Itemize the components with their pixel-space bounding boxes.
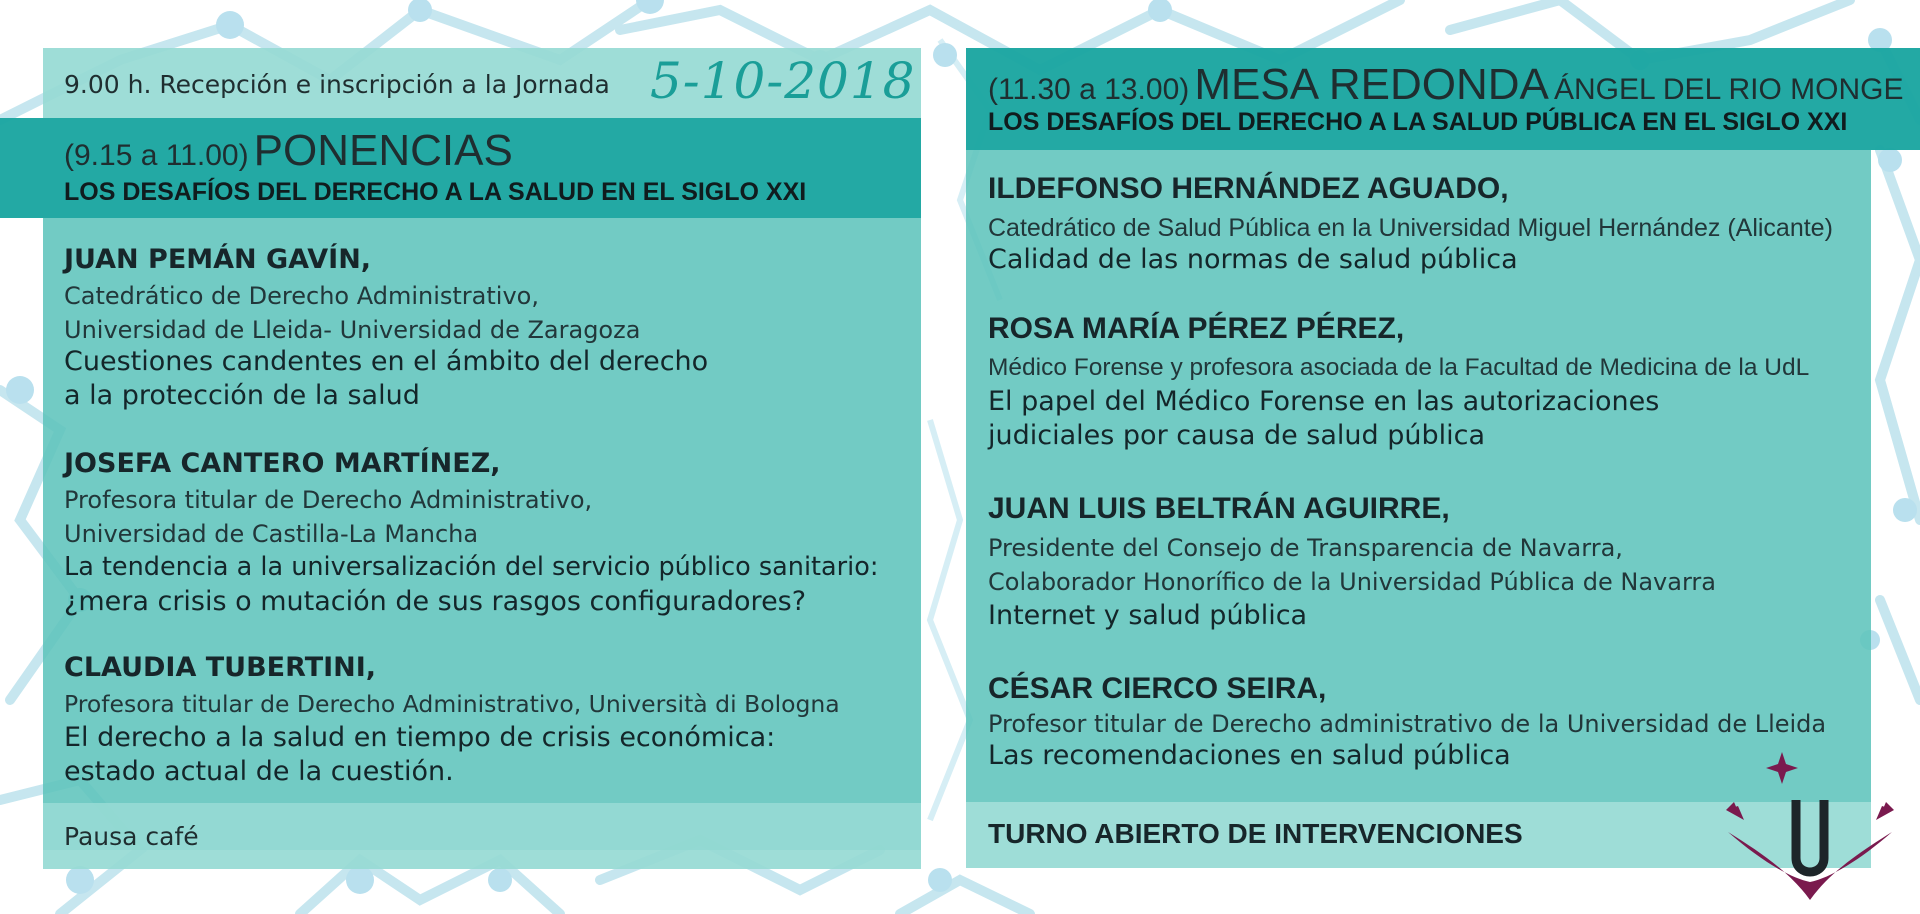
speaker-name: JUAN LUIS BELTRÁN AGUIRRE, bbox=[988, 492, 1450, 525]
talk-title: El papel del Médico Forense en las autorizaciones bbox=[988, 386, 1660, 417]
talk-title: ¿mera crisis o mutación de sus rasgos configuradores? bbox=[64, 586, 807, 617]
speaker-affiliation: Profesora titular de Derecho Administrativo, bbox=[64, 486, 593, 514]
speaker-name: ROSA MARÍA PÉREZ PÉREZ, bbox=[988, 312, 1405, 345]
speaker-name: CLAUDIA TUBERTINI, bbox=[64, 652, 377, 683]
session-title: MESA REDONDA bbox=[1194, 60, 1549, 109]
open-discussion: TURNO ABIERTO DE INTERVENCIONES bbox=[988, 818, 1523, 849]
talk-title: a la protección de la salud bbox=[64, 380, 420, 411]
session-subtitle: LOS DESAFÍOS DEL DERECHO A LA SALUD EN EL SIGLO XXI bbox=[64, 178, 807, 206]
speaker-affiliation: Profesor titular de Derecho administrativo de la Universidad de Lleida bbox=[988, 710, 1827, 738]
speaker-affiliation: Universidad de Lleida- Universidad de Zaragoza bbox=[64, 316, 641, 344]
university-logo-icon bbox=[1720, 742, 1900, 904]
talk-title: Cuestiones candentes en el ámbito del derecho bbox=[64, 346, 709, 377]
talk-title: estado actual de la cuestión. bbox=[64, 756, 454, 787]
session-chair: ÁNGEL DEL RIO MONGE bbox=[1553, 73, 1904, 106]
session-subtitle: LOS DESAFÍOS DEL DERECHO A LA SALUD PÚBLICA EN EL SIGLO XXI bbox=[988, 108, 1848, 136]
speaker-affiliation: Profesora titular de Derecho Administrativo, Università di Bologna bbox=[64, 690, 840, 718]
session-title: PONENCIAS bbox=[253, 126, 513, 175]
session-time: (11.30 a 13.00) bbox=[988, 73, 1190, 106]
talk-title: judiciales por causa de salud pública bbox=[988, 420, 1486, 451]
speaker-name: ILDEFONSO HERNÁNDEZ AGUADO, bbox=[988, 172, 1509, 205]
talk-title: Internet y salud pública bbox=[988, 600, 1308, 631]
talk-title: El derecho a la salud en tiempo de crisis económica: bbox=[64, 722, 776, 753]
event-date: 5-10-2018 bbox=[650, 52, 916, 110]
speaker-affiliation: Catedrático de Derecho Administrativo, bbox=[64, 282, 539, 310]
speaker-affiliation: Catedrático de Salud Pública en la Universidad Miguel Hernández (Alicante) bbox=[988, 214, 1833, 242]
speaker-affiliation: Universidad de Castilla-La Mancha bbox=[64, 520, 479, 548]
coffee-break: Pausa café bbox=[64, 822, 199, 851]
speaker-name: JUAN PEMÁN GAVÍN, bbox=[64, 244, 372, 275]
ponencias-header bbox=[0, 118, 921, 218]
talk-title: Las recomendaciones en salud pública bbox=[988, 740, 1511, 771]
reception-text: 9.00 h. Recepción e inscripción a la Jornada bbox=[64, 70, 610, 99]
talk-title: Calidad de las normas de salud pública bbox=[988, 244, 1518, 275]
speaker-affiliation: Presidente del Consejo de Transparencia de Navarra, bbox=[988, 534, 1623, 562]
speaker-affiliation: Colaborador Honorífico de la Universidad Pública de Navarra bbox=[988, 568, 1716, 596]
talk-title: La tendencia a la universalización del servicio público sanitario: bbox=[64, 552, 879, 582]
speaker-name: JOSEFA CANTERO MARTÍNEZ, bbox=[64, 448, 501, 479]
session-time: (9.15 a 11.00) bbox=[64, 139, 249, 172]
speaker-name: CÉSAR CIERCO SEIRA, bbox=[988, 672, 1327, 705]
speaker-affiliation: Médico Forense y profesora asociada de la Facultad de Medicina de la UdL bbox=[988, 354, 1810, 381]
